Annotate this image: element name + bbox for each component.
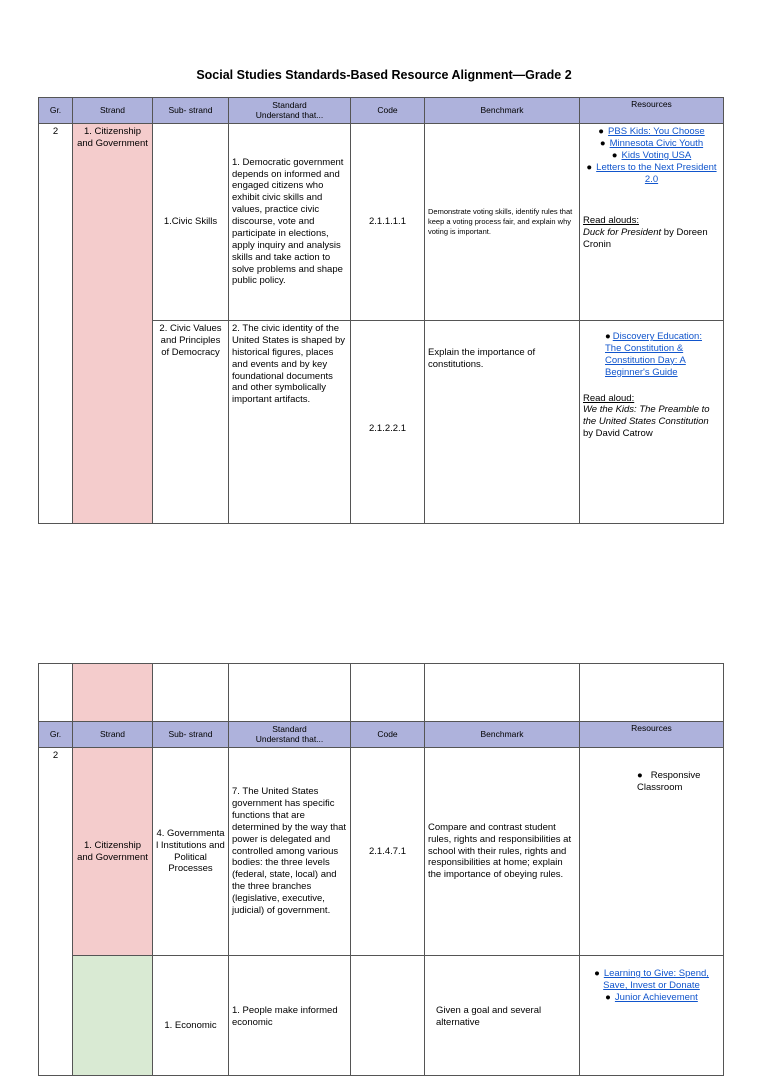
substrand-cell: 1. Economic: [153, 956, 229, 1076]
link-discovery-education[interactable]: Discovery Education: The Constitution & Constitution Day: A Beginner's Guide: [605, 331, 702, 378]
header-strand: Strand: [73, 722, 153, 748]
code-cell: 2.1.2.2.1: [351, 321, 425, 524]
read-aloud-label: Read alouds:: [583, 215, 639, 227]
grade-cell: 2: [39, 748, 73, 1076]
header-code: Code: [351, 722, 425, 748]
standards-table-2: [38, 663, 724, 1076]
bullet-icon: ●: [611, 149, 618, 161]
read-aloud-book: We the Kids: The Preamble to the United States Constitution by David Catrow: [583, 404, 710, 440]
standards-table-1: [38, 97, 724, 524]
link-letters-next-president[interactable]: Letters to the Next President 2.0: [596, 161, 717, 185]
benchmark-cell: Demonstrate voting skills, identify rules that keep a voting process fair, and explain why voting is important.: [425, 124, 580, 321]
empty-row: [39, 664, 724, 722]
header-code: Code: [351, 98, 425, 124]
header-standard: Standard Understand that...: [229, 722, 351, 748]
bullet-icon: ●: [594, 968, 600, 979]
strand-cell: 1. Citizenship and Government: [73, 124, 153, 524]
resources-cell: [580, 321, 724, 524]
bullet-icon: ●: [605, 331, 611, 342]
read-aloud-book: Duck for President by Doreen Cronin: [583, 227, 708, 251]
strand-cell: [73, 956, 153, 1076]
link-pbs-kids[interactable]: PBS Kids: You Choose: [608, 126, 705, 137]
bullet-icon: ●: [637, 770, 643, 781]
read-aloud-label: Read aloud:: [583, 392, 635, 404]
header-substrand: Sub- strand: [153, 98, 229, 124]
resources-cell: [580, 124, 724, 321]
header-standard: Standard Understand that...: [229, 98, 351, 124]
substrand-cell: 4. Governmenta l Institutions and Political Processes: [153, 748, 229, 956]
header-grade: Gr.: [39, 722, 73, 748]
bullet-icon: ●: [599, 137, 606, 149]
header-row: [39, 98, 724, 124]
table-row: [39, 956, 724, 1076]
header-benchmark: Benchmark: [425, 722, 580, 748]
standard-cell: 2. The civic identity of the United States is shaped by historical figures, places and events and by key foundational documents and other symbolically important artifacts.: [229, 321, 351, 524]
standard-cell: 7. The United States government has specific functions that are determined by the way that power is delegated and controlled among various bodies: the three levels (federal, state, local) and the three branches (legislative, executive, judicial) of government.: [229, 748, 351, 956]
grade-cell: 2: [39, 124, 73, 524]
link-kids-voting-usa[interactable]: Kids Voting USA: [621, 149, 692, 161]
standard-cell: 1. Democratic government depends on informed and engaged citizens who exhibit civic skills and values, practice civic discourse, vote and participate in elections, apply inquiry and analysis skills and take action to solve problems and shape public policy.: [229, 124, 351, 321]
standard-cell: 1. People make informed economic: [229, 956, 351, 1076]
link-learning-to-give[interactable]: Learning to Give: Spend, Save, Invest or Donate: [603, 968, 709, 991]
strand-cell: 1. Citizenship and Government: [73, 748, 153, 956]
substrand-cell: 2. Civic Values and Principles of Democracy: [153, 321, 229, 524]
table-row: [39, 124, 724, 321]
benchmark-cell: Explain the importance of constitutions.: [425, 321, 580, 524]
header-benchmark: Benchmark: [425, 98, 580, 124]
substrand-cell: 1.Civic Skills: [153, 124, 229, 321]
resource-responsive-classroom: Responsive Classroom: [637, 770, 701, 793]
code-cell: [351, 956, 425, 1076]
benchmark-cell: Given a goal and several alternative: [425, 956, 580, 1076]
resources-cell: [580, 956, 724, 1076]
header-grade: Gr.: [39, 98, 73, 124]
bullet-icon: ●: [605, 991, 611, 1003]
header-resources: Resources: [580, 722, 724, 748]
header-resources: Resources: [580, 98, 724, 124]
bullet-icon: ●: [586, 161, 593, 173]
link-junior-achievement[interactable]: Junior Achievement: [614, 991, 698, 1003]
header-row: [39, 722, 724, 748]
document-title: Social Studies Standards-Based Resource Alignment—Grade 2: [196, 68, 572, 82]
code-cell: 2.1.1.1.1: [351, 124, 425, 321]
header-strand: Strand: [73, 98, 153, 124]
link-minnesota-civic-youth[interactable]: Minnesota Civic Youth: [609, 137, 704, 149]
code-cell: 2.1.4.7.1: [351, 748, 425, 956]
table-row: [39, 748, 724, 956]
benchmark-cell: Compare and contrast student rules, rights and responsibilities at school with their rules, rights and responsibilities at home; explain the importance of obeying rules.: [425, 748, 580, 956]
resources-cell: [580, 748, 724, 956]
bullet-icon: ●: [598, 126, 605, 137]
header-substrand: Sub- strand: [153, 722, 229, 748]
